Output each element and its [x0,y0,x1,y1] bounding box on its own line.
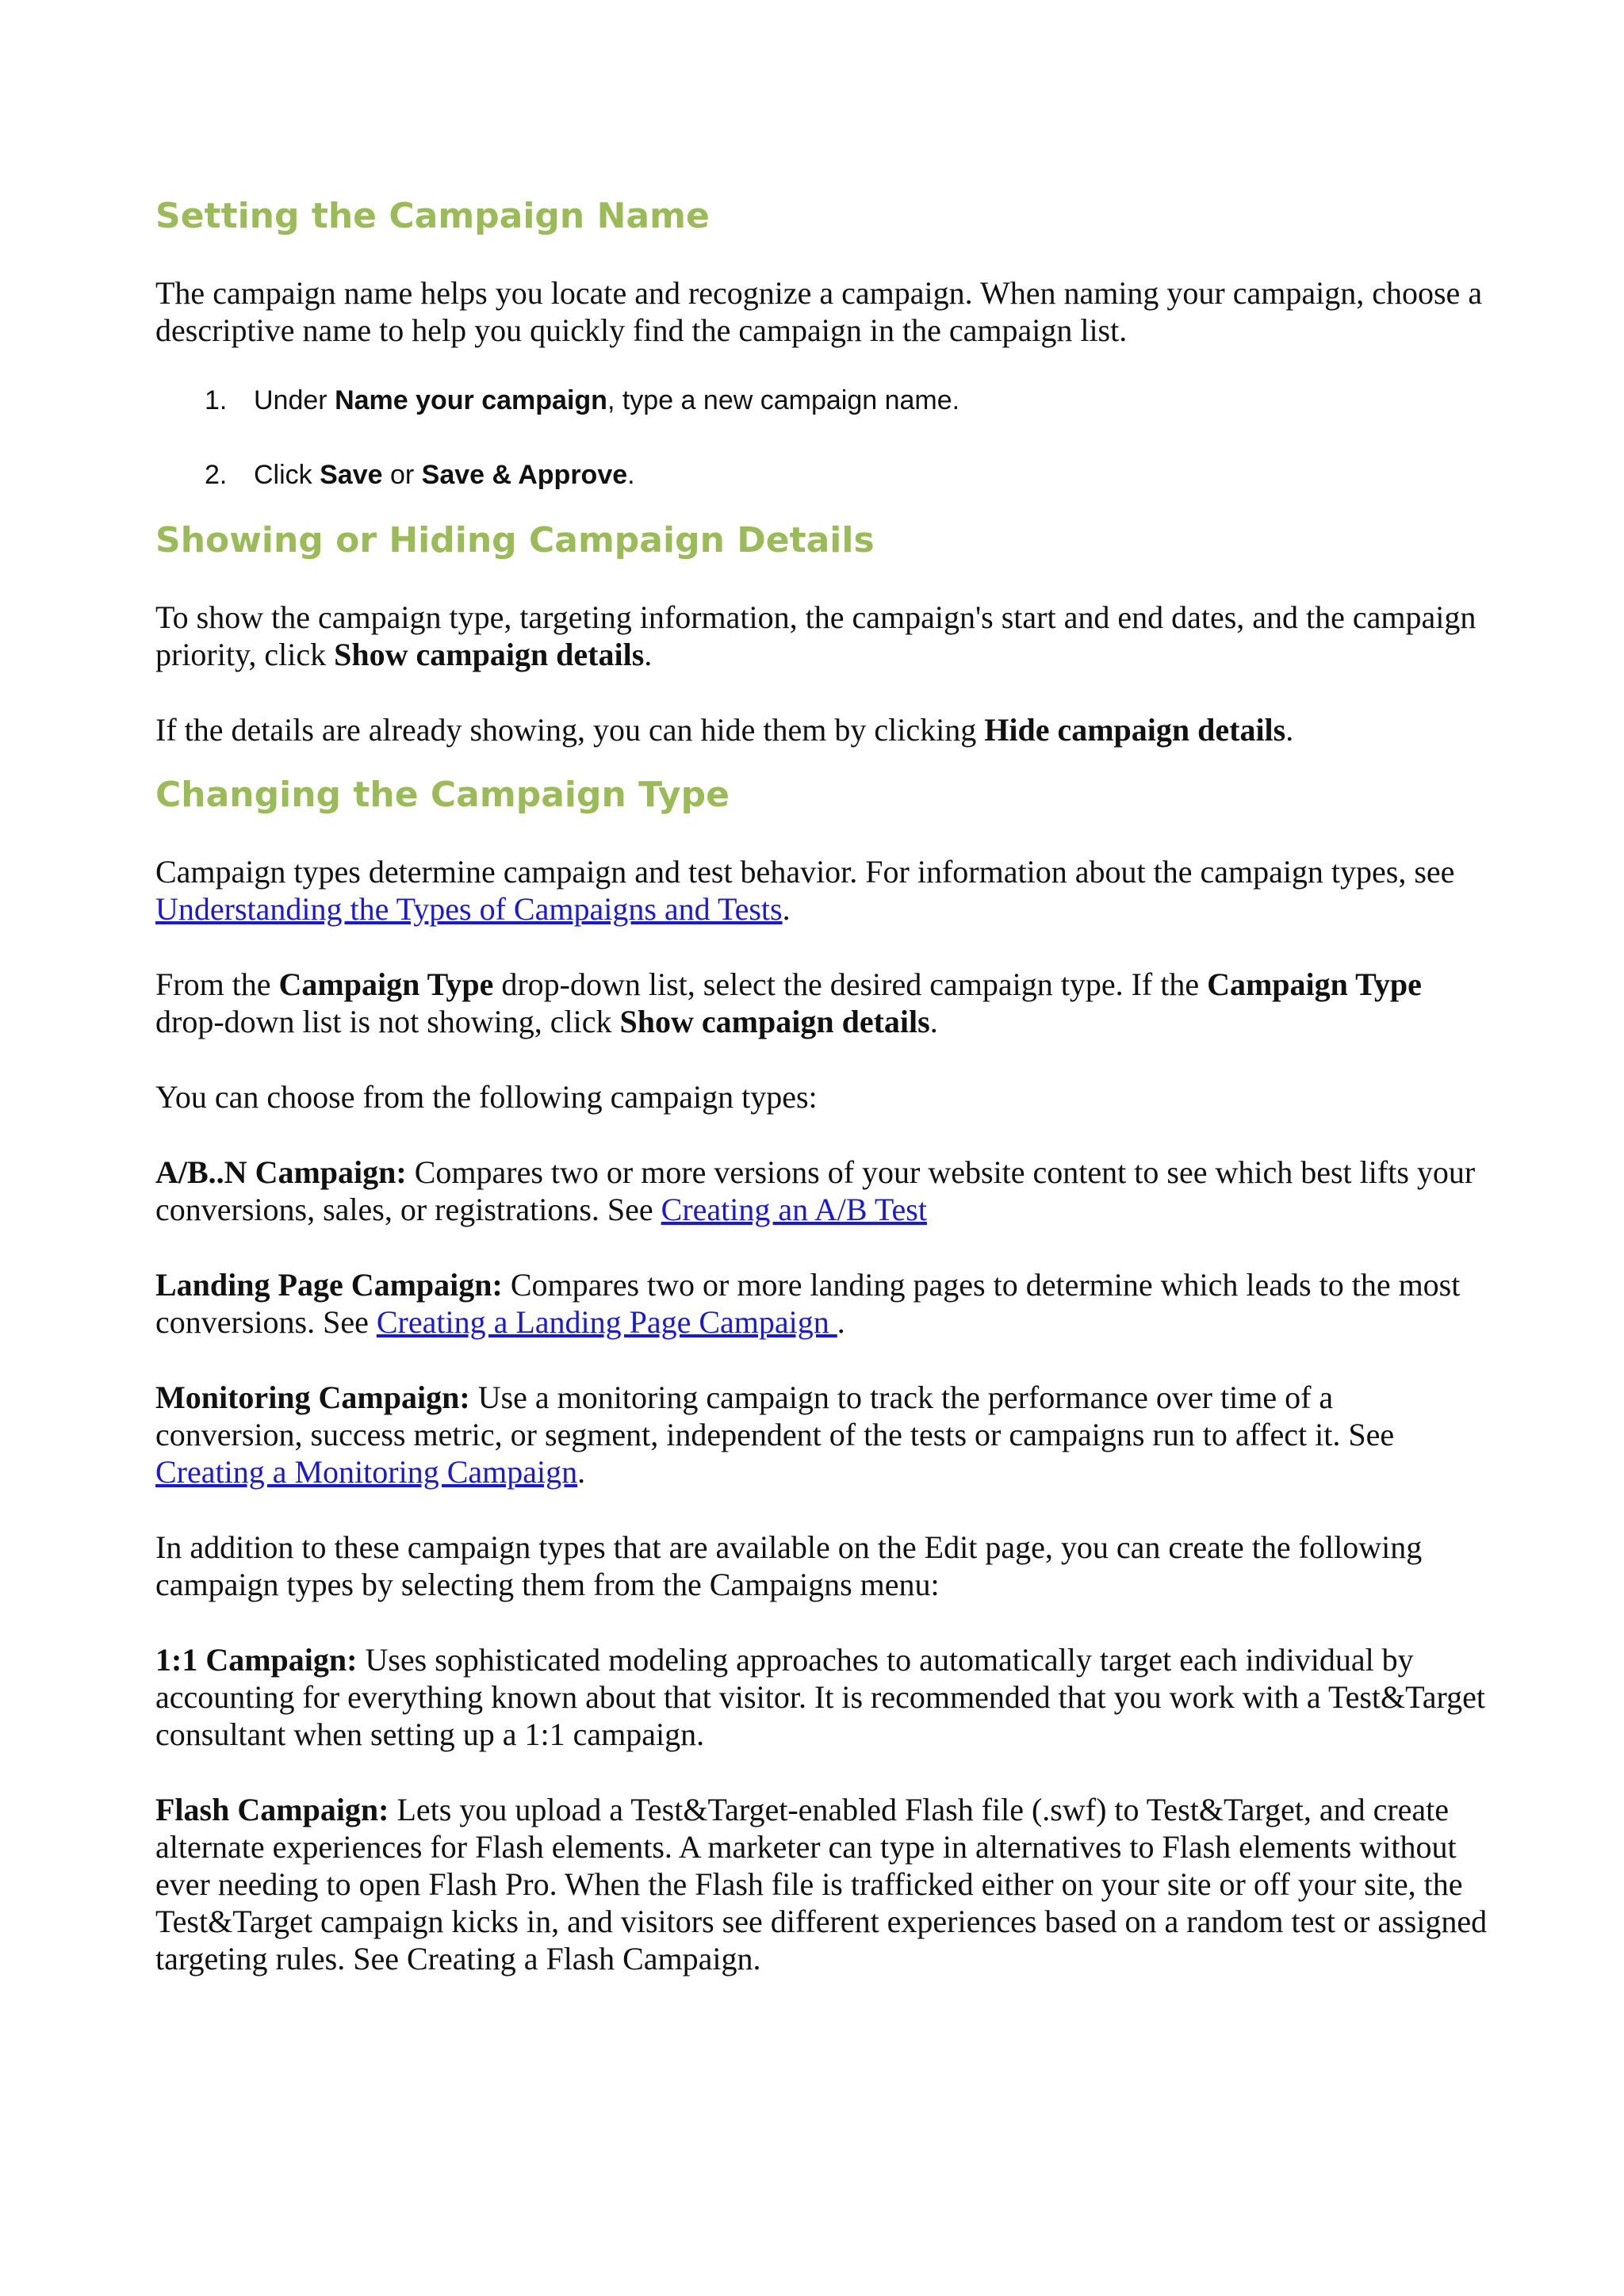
heading-campaign-type: Changing the Campaign Type [155,775,730,815]
paragraph-show-details: To show the campaign type, targeting information, the campaign's start and end dates, and the campaign priority, click Show campaign details. [155,599,1477,672]
paragraph-campaign-name-intro: The campaign name helps you locate and recognize a campaign. When naming your campaign, choose a descriptive name to help you quickly find the campaign in the campaign list. [155,275,1483,348]
paragraph-flash-campaign: Flash Campaign: Lets you upload a Test&Target-enabled Flash file (.swf) to Test&Target, and create alternate experiences for Flash elements. A marketer can type in alternatives to Flash elements without ever needing to open Flash Pro. When the Flash file is trafficked either on your site or off your site, the Test&Target campaign kicks in, and visitors see different experiences based on a random test or assigned targeting rules. See Creating a Flash Campaign. [155,1792,1488,1976]
link-monitoring-campaign[interactable]: Creating a Monitoring Campaign [155,1454,578,1490]
list-item: 2. Click Save or Save & Approve. [205,460,635,490]
steps-list [155,382,1488,494]
paragraph-type-dropdown: From the Campaign Type drop-down list, select the desired campaign type. If the Campaign Type drop-down list is not showing, click Show campaign details. [155,966,1422,1039]
list-item: 1. Under Name your campaign, type a new campaign name. [205,385,960,415]
paragraph-additional-types: In addition to these campaign types that are available on the Edit page, you can create the following campaign types by selecting them from the Campaigns menu: [155,1529,1423,1602]
heading-campaign-details: Showing or Hiding Campaign Details [155,520,875,561]
paragraph-ab-campaign: A/B..N Campaign: Compares two or more versions of your website content to see which best lifts your conversions, sales, or registrations. See Creating an A/B Test [155,1154,1476,1227]
link-types-of-campaigns[interactable]: Understanding the Types of Campaigns and Tests [155,891,783,927]
heading-campaign-name: Setting the Campaign Name [155,196,710,236]
paragraph-one-to-one-campaign: 1:1 Campaign: Uses sophisticated modeling approaches to automatically target each individual by accounting for everything known about that visitor. It is recommended that you work with a Test&Target consultant when setting up a 1:1 campaign. [155,1642,1485,1752]
link-landing-page-campaign[interactable]: Creating a Landing Page Campaign [376,1304,837,1340]
paragraph-hide-details: If the details are already showing, you can hide them by clicking Hide campaign details. [155,712,1294,748]
link-ab-test[interactable]: Creating an A/B Test [661,1192,927,1227]
paragraph-choose-types: You can choose from the following campaign types: [155,1079,818,1115]
paragraph-monitoring-campaign: Monitoring Campaign: Use a monitoring campaign to track the performance over time of a conversion, success metric, or segment, independent of the tests or campaigns run to affect it. See Creating a Monitoring Campaign. [155,1380,1395,1490]
paragraph-landing-page-campaign: Landing Page Campaign: Compares two or more landing pages to determine which leads to the most conversions. See Creating a Landing Page Campaign . [155,1267,1461,1340]
document-page [155,189,1488,1977]
paragraph-type-intro: Campaign types determine campaign and test behavior. For information about the campaign types, see Understanding the Types of Campaigns and Tests. [155,854,1455,927]
